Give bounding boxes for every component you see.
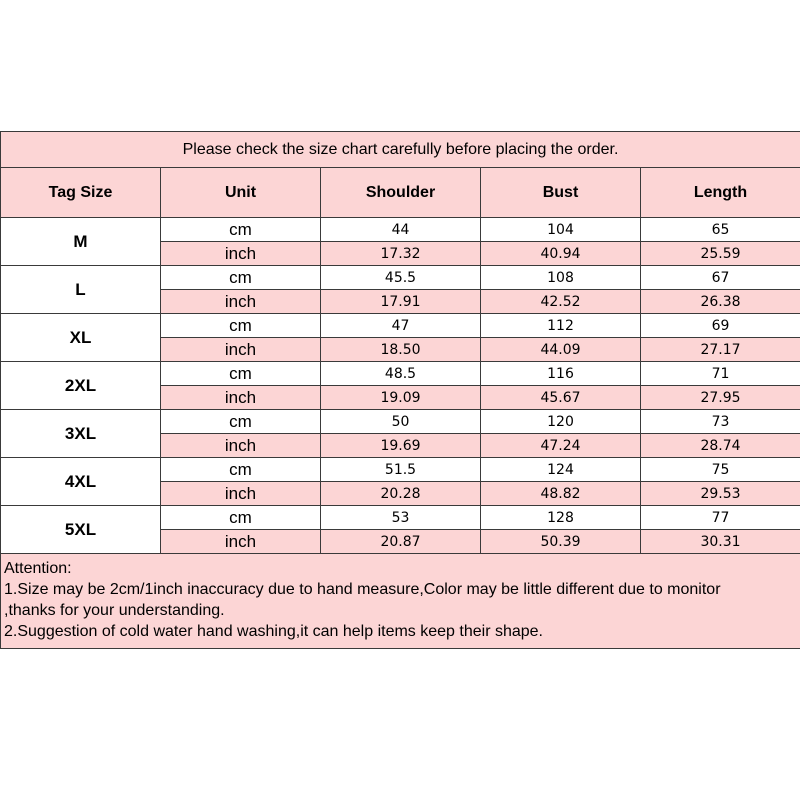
notes-heading: Attention: — [4, 560, 72, 577]
bust-cell: 124 — [481, 458, 641, 482]
bust-cell: 128 — [481, 506, 641, 530]
tag-size-cell: L — [1, 266, 161, 314]
shoulder-cell: 17.91 — [321, 290, 481, 314]
length-cell: 65 — [641, 218, 800, 242]
unit-cell: inch — [161, 290, 321, 314]
unit-cell: cm — [161, 314, 321, 338]
unit-cell: inch — [161, 530, 321, 554]
unit-cell: cm — [161, 362, 321, 386]
shoulder-cell: 48.5 — [321, 362, 481, 386]
table-row — [1, 362, 800, 386]
shoulder-cell: 20.87 — [321, 530, 481, 554]
bust-cell: 50.39 — [481, 530, 641, 554]
table-row — [1, 218, 800, 242]
tag-size-cell: M — [1, 218, 161, 266]
tag-size-cell: 5XL — [1, 506, 161, 554]
header-bust: Bust — [481, 168, 641, 218]
tag-size-cell: 3XL — [1, 410, 161, 458]
bust-cell: 48.82 — [481, 482, 641, 506]
length-cell: 30.31 — [641, 530, 800, 554]
tag-size-cell: 2XL — [1, 362, 161, 410]
length-cell: 73 — [641, 410, 800, 434]
length-cell: 69 — [641, 314, 800, 338]
bust-cell: 108 — [481, 266, 641, 290]
shoulder-cell: 53 — [321, 506, 481, 530]
length-cell: 67 — [641, 266, 800, 290]
unit-cell: inch — [161, 434, 321, 458]
size-chart — [0, 131, 800, 649]
length-cell: 27.17 — [641, 338, 800, 362]
notes-line-1: 1.Size may be 2cm/1inch inaccuracy due to hand measure,Color may be little different due to monitor — [4, 581, 721, 598]
notes-cell — [1, 554, 800, 649]
length-cell: 26.38 — [641, 290, 800, 314]
table-row — [1, 266, 800, 290]
unit-cell: cm — [161, 266, 321, 290]
banner-row — [1, 132, 800, 168]
notes-row — [1, 554, 800, 649]
unit-cell: cm — [161, 218, 321, 242]
header-unit: Unit — [161, 168, 321, 218]
shoulder-cell: 45.5 — [321, 266, 481, 290]
unit-cell: inch — [161, 482, 321, 506]
shoulder-cell: 44 — [321, 218, 481, 242]
length-cell: 27.95 — [641, 386, 800, 410]
bust-cell: 47.24 — [481, 434, 641, 458]
unit-cell: inch — [161, 338, 321, 362]
table-row — [1, 314, 800, 338]
bust-cell: 116 — [481, 362, 641, 386]
length-cell: 77 — [641, 506, 800, 530]
table-row — [1, 506, 800, 530]
header-shoulder: Shoulder — [321, 168, 481, 218]
shoulder-cell: 17.32 — [321, 242, 481, 266]
table-row — [1, 458, 800, 482]
bust-cell: 40.94 — [481, 242, 641, 266]
header-tag-size: Tag Size — [1, 168, 161, 218]
shoulder-cell: 51.5 — [321, 458, 481, 482]
tag-size-cell: XL — [1, 314, 161, 362]
unit-cell: cm — [161, 506, 321, 530]
shoulder-cell: 47 — [321, 314, 481, 338]
shoulder-cell: 19.09 — [321, 386, 481, 410]
bust-cell: 44.09 — [481, 338, 641, 362]
bust-cell: 45.67 — [481, 386, 641, 410]
unit-cell: cm — [161, 458, 321, 482]
unit-cell: inch — [161, 242, 321, 266]
length-cell: 71 — [641, 362, 800, 386]
shoulder-cell: 20.28 — [321, 482, 481, 506]
notes-line-3: 2.Suggestion of cold water hand washing,it can help items keep their shape. — [4, 623, 543, 640]
notes-line-2: ,thanks for your understanding. — [4, 602, 225, 619]
shoulder-cell: 50 — [321, 410, 481, 434]
shoulder-cell: 19.69 — [321, 434, 481, 458]
length-cell: 75 — [641, 458, 800, 482]
bust-cell: 112 — [481, 314, 641, 338]
bust-cell: 104 — [481, 218, 641, 242]
bust-cell: 42.52 — [481, 290, 641, 314]
length-cell: 25.59 — [641, 242, 800, 266]
tag-size-cell: 4XL — [1, 458, 161, 506]
shoulder-cell: 18.50 — [321, 338, 481, 362]
table-row — [1, 410, 800, 434]
length-cell: 29.53 — [641, 482, 800, 506]
banner-text: Please check the size chart carefully before placing the order. — [1, 132, 800, 168]
size-chart-table — [0, 131, 800, 649]
header-row — [1, 168, 800, 218]
unit-cell: cm — [161, 410, 321, 434]
length-cell: 28.74 — [641, 434, 800, 458]
bust-cell: 120 — [481, 410, 641, 434]
header-length: Length — [641, 168, 800, 218]
unit-cell: inch — [161, 386, 321, 410]
